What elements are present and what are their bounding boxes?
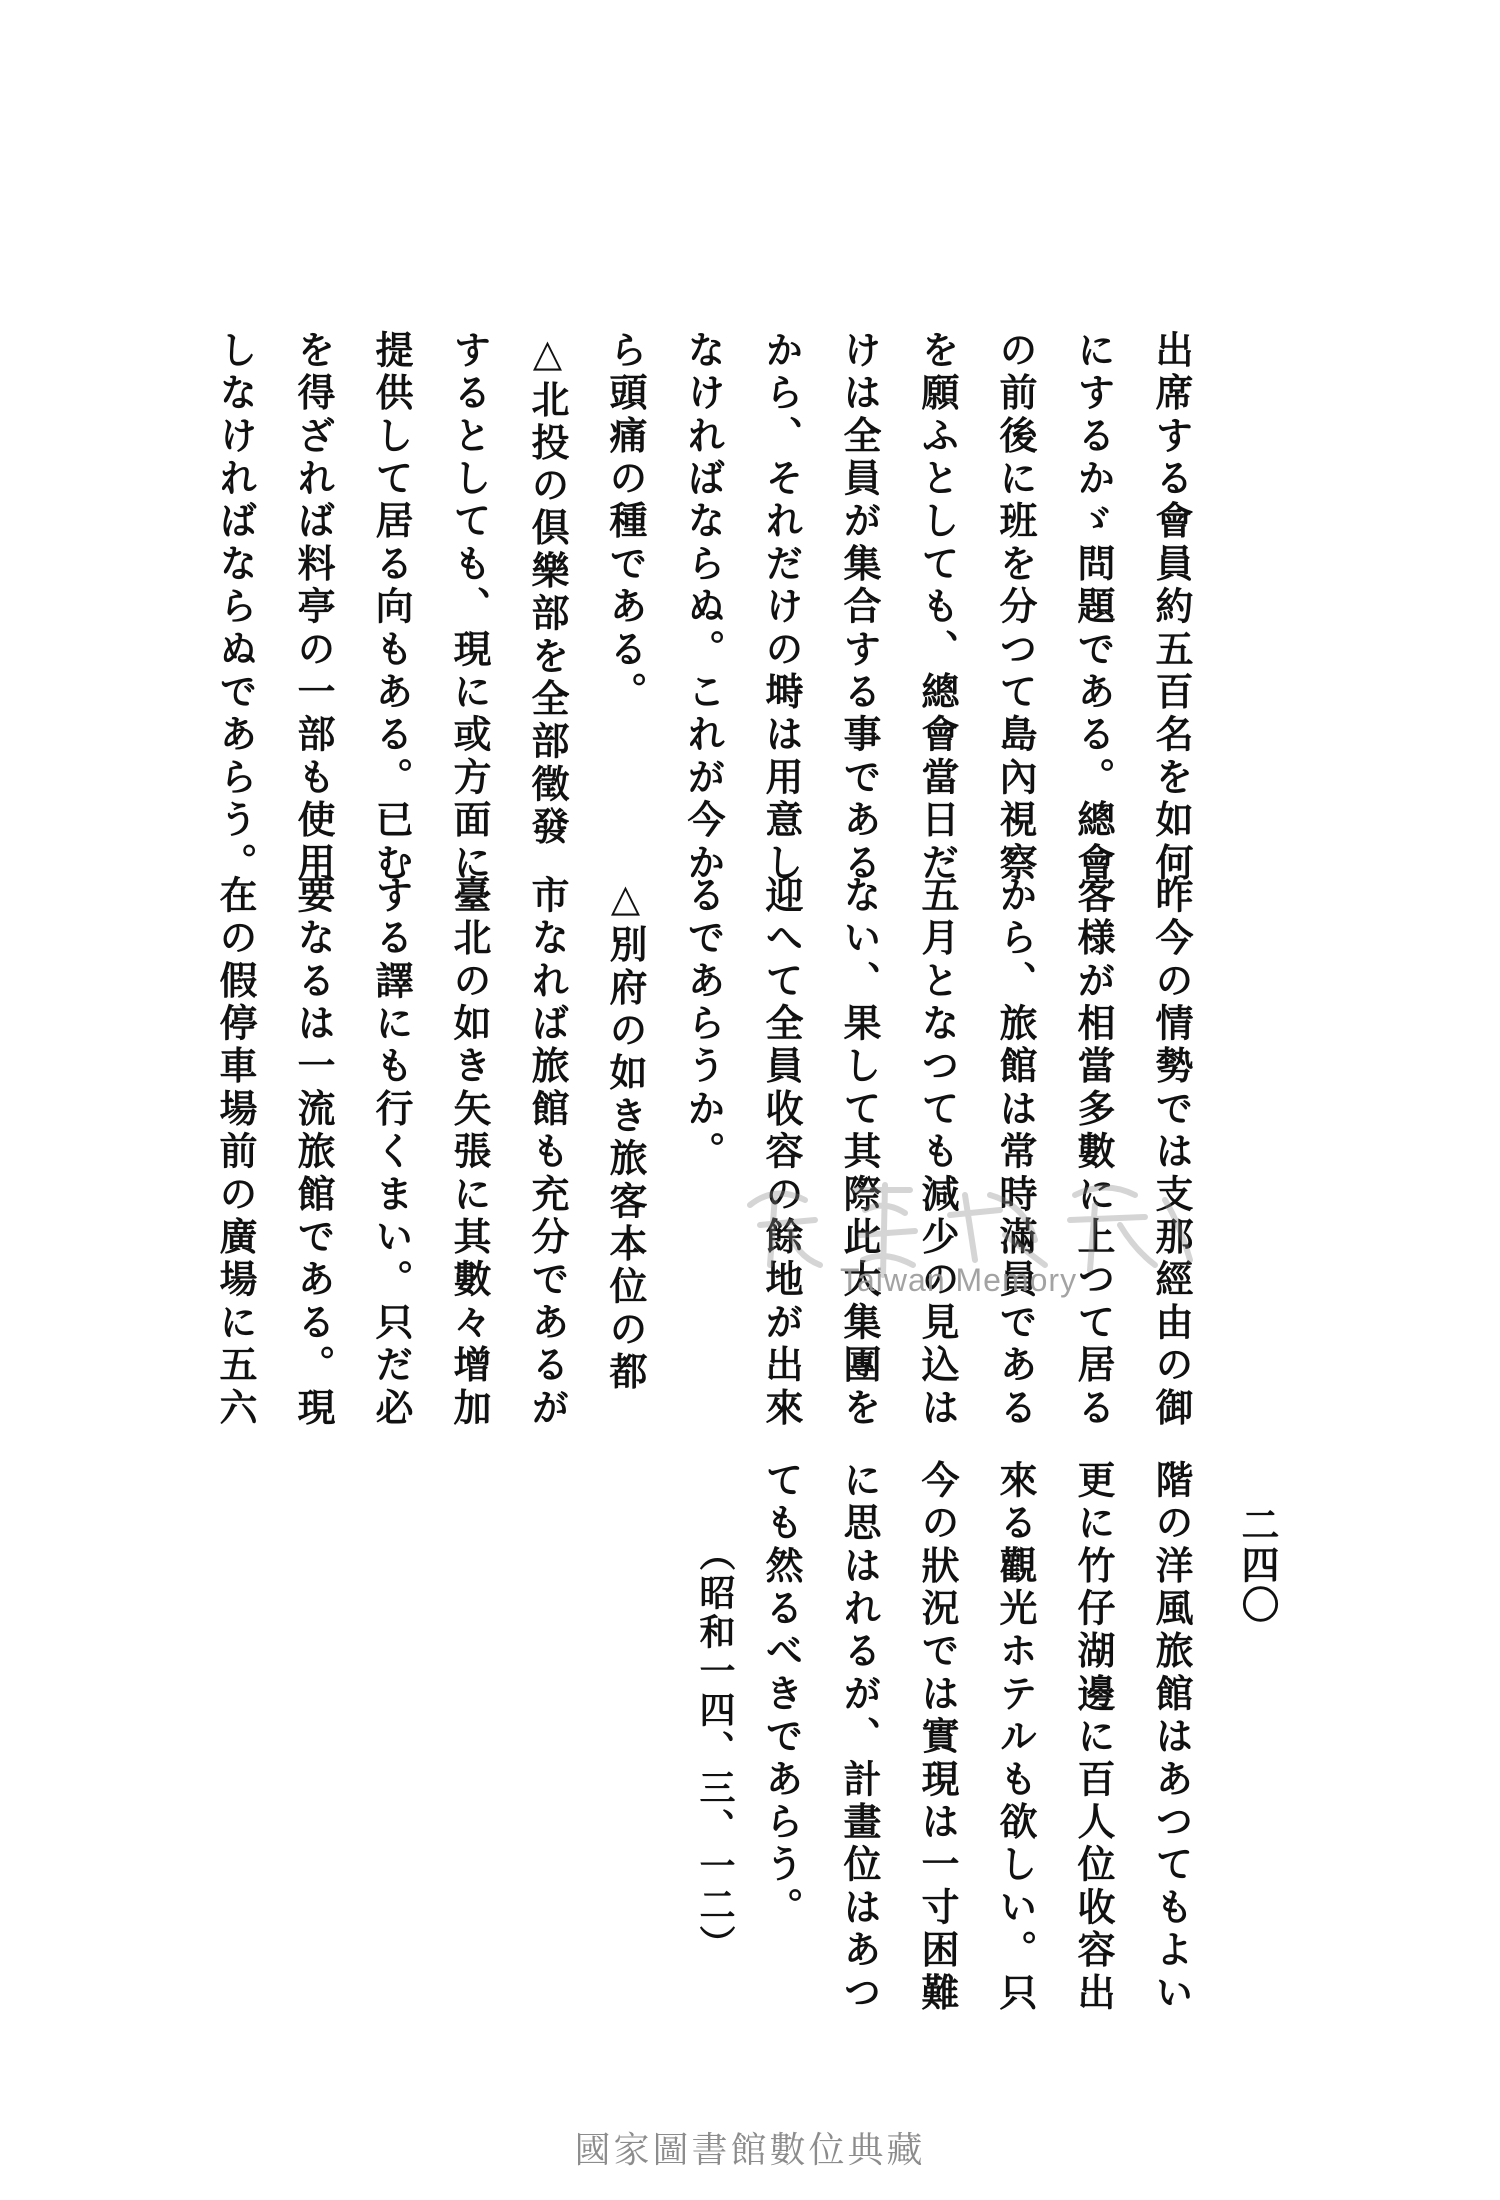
text-column: を得ざれば料亭の一部も使用: [291, 330, 336, 886]
text-column: 客様が相當多數に上つて居る: [1071, 875, 1116, 1431]
text-column: 更に竹仔湖邊に百人位收容出: [1071, 1460, 1116, 2016]
page-number: 二四〇: [1235, 1505, 1280, 1625]
text-column: 出席する會員約五百名を如何: [1149, 330, 1194, 886]
text-column: ら頭痛の種である。: [603, 330, 648, 715]
text-column: △北投の倶樂部を全部徵發: [525, 330, 570, 850]
text-column: けは全員が集合する事である: [837, 330, 882, 886]
text-column: なければならぬ。これが今か: [681, 330, 726, 886]
text-column: るであらうか。: [681, 875, 726, 1174]
text-column: 在の假停車場前の廣場に五六: [213, 875, 258, 1431]
footer-credit: 國家圖書館數位典藏: [574, 2130, 926, 2171]
text-column: 來る觀光ホテルも欲しい。只: [993, 1460, 1038, 2016]
text-column: ても然るべきであらう。: [759, 1460, 804, 1930]
text-column: 臺北の如き矢張に其數々增加: [447, 875, 492, 1431]
text-column: 今の狀況では實現は一寸困難: [915, 1460, 960, 2016]
text-column: に思はれるが、計畫位はあつ: [837, 1460, 882, 2016]
text-block-top: [196, 330, 1210, 886]
text-column: 五月となつても減少の見込は: [915, 875, 960, 1431]
text-column: する譯にも行くまい。只だ必: [369, 875, 414, 1431]
text-column: △別府の如き旅客本位の都: [603, 875, 648, 1395]
watermark-subtitle: Taiwan Memory: [840, 1262, 1078, 1298]
text-column: 迎へて全員收容の餘地が出來: [759, 875, 804, 1431]
text-block-middle: [196, 875, 1210, 1431]
text-column: しなければならぬであらう。: [213, 330, 258, 886]
date-line: （昭和一四、三、一二）: [694, 1535, 736, 1964]
text-column: 階の洋風旅館はあつてもよい: [1149, 1460, 1194, 2016]
text-column: 要なるは一流旅館である。現: [291, 875, 336, 1431]
text-column: ない、果して其際此大集團を: [837, 875, 882, 1431]
text-block-bottom: [742, 1460, 1210, 2016]
text-column: 昨今の情勢では支那經由の御: [1149, 875, 1194, 1431]
text-column: 提供して居る向もある。已む: [369, 330, 414, 886]
text-column: するとしても、現に或方面に: [447, 330, 492, 886]
text-column: から、それだけの塒は用意し: [759, 330, 804, 886]
text-column: から、旅館は常時滿員である: [993, 875, 1038, 1431]
text-column: を願ふとしても、總會當日だ: [915, 330, 960, 886]
text-column: にするかゞ問題である。總會: [1071, 330, 1116, 886]
text-column: の前後に班を分つて島內視察: [993, 330, 1038, 886]
text-column: 市なれば旅館も充分であるが: [525, 875, 570, 1431]
